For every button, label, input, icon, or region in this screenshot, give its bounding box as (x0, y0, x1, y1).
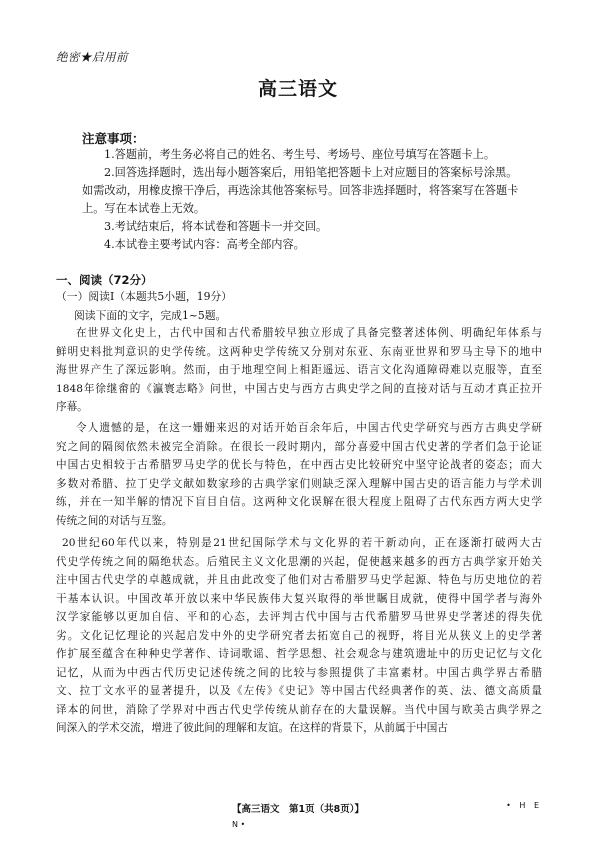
paragraph-1 (56, 324, 542, 417)
paragraph-3-line: 干基本认识。中国改革开放以来中华民族伟大复兴取得的举世瞩目成就，使得中国学者与海外 (56, 592, 542, 605)
notes-line-1: 1.答题前，考生务必将自己的姓名、考生号、考场号、座位号填写在答题卡上。 (104, 148, 496, 161)
paragraph-2-line: 究之间的隔阂依然未被完全消除。在很长一段时期内，部分喜爱中国古代史著的学者们急于论证 (56, 440, 542, 453)
paragraph-1-line: 在世界文化史上，古代中国和古代希腊较早独立形成了具备完整著述体例、明确纪年体系与 (76, 327, 542, 339)
footer-stamp-a: • H E (506, 801, 542, 810)
paragraph-3-line: 作扩展至蕴含在种种史学著作、诗词歌谣、哲学思想、社会观念与建筑遗址中的历史记忆与文化 (56, 648, 542, 660)
sub-heading: （一）阅读Ⅰ（本题共5小题，19分） (56, 290, 233, 303)
paragraph-1-line: 1848年徐继畲的《瀛寰志略》问世，中国古史与西方古典史学之间的直接对话与互动才真正拉开 (56, 382, 542, 395)
paragraph-3 (56, 534, 542, 738)
notes-line-4: 上。写在本试卷上无效。 (82, 202, 206, 215)
paragraph-1-line: 鲜明史料批判意识的史学传统。这两种史学传统又分别对东亚、东南亚世界和罗马主导下的地中 (56, 345, 542, 358)
paragraph-1-line: 序幕。 (56, 401, 88, 413)
paragraph-2 (56, 419, 542, 530)
paragraph-3-line: 记忆，从而为中西古代历史记述传统之间的比较与参照提供了丰富素材。中国古典学界古希腊 (56, 666, 542, 679)
secret-label: 绝密★启用前 (56, 50, 128, 64)
paragraph-3-line: 间深入的学术交流，增进了彼此间的理解和友谊。在这样的背景下，从前属于中国古 (56, 722, 448, 734)
paragraph-2-line: 中国古史相较于古希腊罗马史学的优长与特色，在中西古史比较研究中坚守论战者的姿态；而大 (56, 459, 542, 471)
instruction: 阅读下面的文字，完成1~5题。 (74, 309, 227, 322)
paragraph-3-line: 代史学传统之间的隔绝状态。后殖民主义文化思潮的兴起，促使越来越多的西方古典学家开始关 (56, 555, 542, 568)
paragraph-2-line: 令人遗憾的是，在这一姗姗来迟的对话开始百余年后，中国古代史学研究与西方古典史学研 (76, 422, 542, 434)
notes-line-5: 3.考试结束后，将本试卷和答题卡一并交回。 (104, 220, 328, 233)
notes-heading: 注意事项： (82, 131, 145, 146)
paragraph-3-line: 文、拉丁文水平的显著提升，以及《左传》《史记》等中国古代经典著作的英、法、德文高质量 (56, 685, 542, 697)
page-title: 高三语文 (257, 78, 338, 100)
notes-line-6: 4.本试卷主要考试内容：高考全部内容。 (104, 238, 305, 251)
paragraph-3-line: 汉学家能够以更加自信、平和的心态，去评判古代中国与古代希腊罗马世界史学著述的得失优 (56, 611, 542, 623)
paragraph-3-line: 注中国古代史学的卓越成就，并且由此改变了他们对古希腊罗马史学起源、特色与历史地位的若 (56, 574, 542, 586)
paragraph-2-line: 多数对希腊、拉丁史学文献如数家珍的古典学家们则缺乏深入理解中国古史的语言能力与学术训 (56, 477, 542, 490)
footer-stamp-b: N • (232, 820, 246, 829)
page-footer: 【高三语文 第1页（共8页）】 (232, 804, 364, 815)
paragraph-3-line: 20世纪60年代以来，特别是21世纪国际学术与文化界的若干新动向，正在逐渐打破两大古 (62, 537, 542, 549)
notes-line-2: 2.回答选择题时，选出每小题答案后，用铅笔把答题卡上对应题目的答案标号涂黑。 (104, 166, 518, 179)
paragraph-1-line: 海世界产生了深远影响。然而，由于地理空间上相距遥远、语言文化沟通障碍难以克服等，直至 (56, 364, 542, 376)
paragraph-2-line: 传统之间的对话与互鉴。 (56, 514, 173, 527)
paragraph-2-line: 练，并在一知半解的情况下盲目自信。这两种文化误解在很大程度上阻碍了古代东西方两大史学 (56, 496, 542, 508)
notes-line-3: 如需改动，用橡皮擦干净后，再选涂其他答案标号。回答非选择题时，将答案写在答题卡 (82, 184, 519, 197)
paragraph-3-line: 劣。文化记忆理论的兴起启发中外的史学研究者去拓宽自己的视野，将目光从狭义上的史学著 (56, 629, 542, 642)
paragraph-3-line: 译本的问世，消除了学界对中西古代史学传统从前存在的大量误解。当代中国与欧美古典学界之 (56, 703, 542, 716)
section-heading: 一、阅读（72分） (56, 273, 153, 287)
